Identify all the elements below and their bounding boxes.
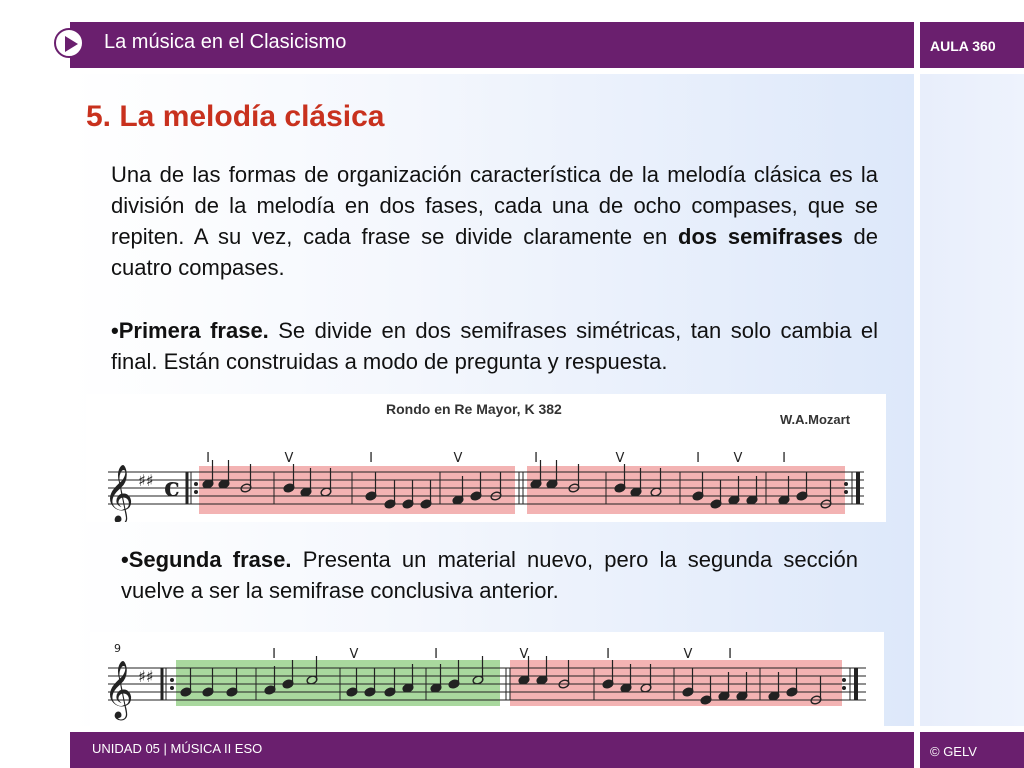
time-signature: c [164,473,180,503]
play-icon [62,35,80,53]
harmony-mark: I [369,451,373,466]
harmony-mark: V [733,451,743,466]
harmony-mark: V [453,451,463,466]
intro-paragraph [111,159,878,283]
harmony-mark: V [519,647,529,662]
footer-copyright: © GELV [930,744,977,759]
harmony-mark: V [683,647,693,662]
second-phrase-paragraph [121,544,858,606]
first-phrase-label: •Primera frase. [111,318,269,343]
composer-name: W.A.Mozart [780,412,851,427]
key-signature-sharps: ♯♯ [138,667,154,686]
footer-unit-label: UNIDAD 05 | MÚSICA II ESO [92,741,263,756]
harmony-mark: V [284,451,294,466]
harmony-marks [272,647,732,662]
harmony-mark: I [696,451,700,466]
harmony-mark: I [782,451,786,466]
second-phrase-label: •Segunda frase. [121,547,292,572]
harmony-mark: V [349,647,359,662]
treble-clef-icon: 𝄞 [104,660,134,718]
play-button[interactable] [54,28,84,58]
score-second-phrase [90,632,884,726]
treble-clef-icon: 𝄞 [104,464,134,522]
measure-number: 9 [114,642,121,655]
first-phrase-text: Se divide en dos semifrases simétricas, tan solo cambia el final. Están construidas a modo de pregunta y respuesta. [111,318,878,374]
harmony-mark: I [434,647,438,662]
side-panel [920,74,1024,726]
intro-text-start: Una de las formas de organización característica de la melodía clásica es la división de la melodía en dos fases, cada una de ocho compases, que se repiten. A su vez, cada frase se divide claramente en [111,162,878,249]
piece-title: Rondo en Re Mayor, K 382 [386,401,562,417]
presentation-title: La música en el Clasicismo [104,31,347,53]
harmony-marks [206,451,786,466]
intro-text-end: de cuatro compases. [111,224,878,280]
intro-bold-text: dos semifrases [678,224,843,249]
semiphrase-highlight-2 [527,466,845,514]
harmony-mark: V [615,451,625,466]
score-rondo [86,394,886,522]
second-phrase-text: Presenta un material nuevo, pero la segunda sección vuelve a ser la semifrase conclusiva anterior. [121,547,858,603]
harmony-mark: I [206,451,210,466]
harmony-mark: I [606,647,610,662]
key-signature-sharps: ♯♯ [138,471,154,490]
harmony-mark: I [728,647,732,662]
harmony-mark: I [534,451,538,466]
semiphrase-highlight-1 [199,466,515,514]
brand-label: AULA 360 [930,38,996,54]
score-2-notation [90,632,884,726]
slide-heading: 5. La melodía clásica [86,100,385,133]
harmony-mark: I [272,647,276,662]
first-phrase-paragraph [111,315,878,377]
